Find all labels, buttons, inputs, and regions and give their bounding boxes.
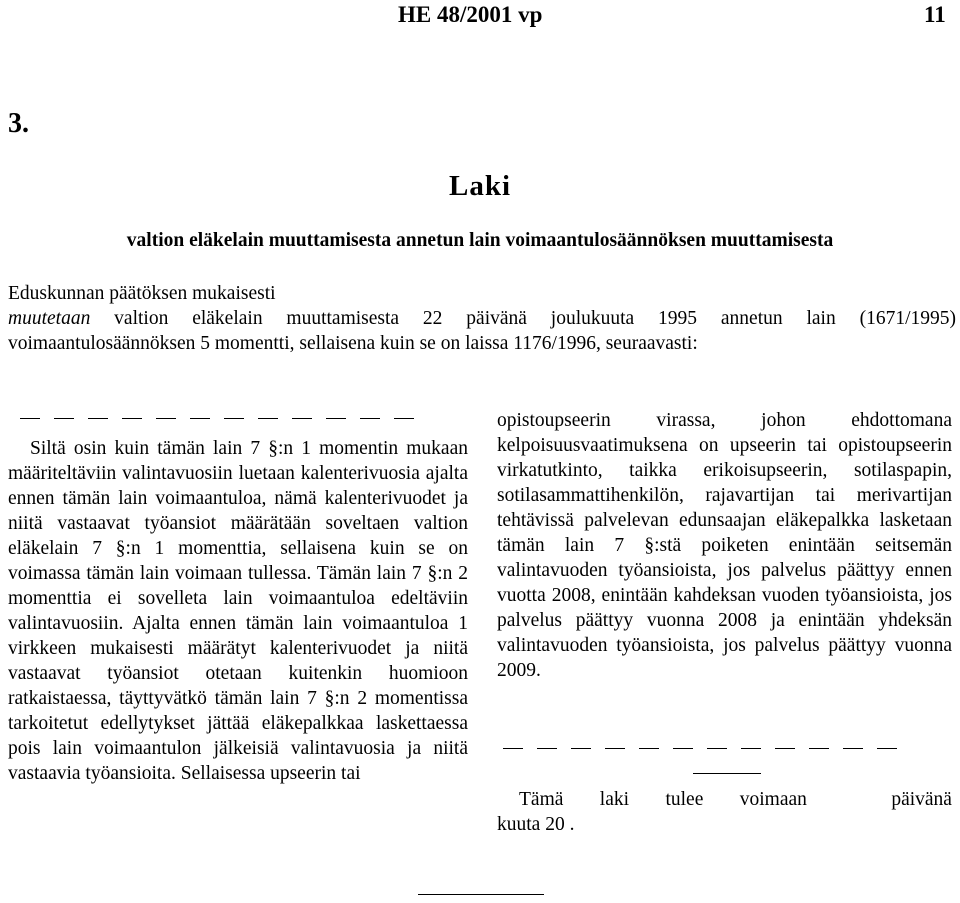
- amendment-paragraph: [8, 306, 956, 356]
- closing-word: päivänä: [891, 789, 952, 810]
- closing-word: voimaan: [739, 789, 807, 810]
- entry-into-force-date: kuuta 20 .: [497, 814, 575, 835]
- closing-word: Tämä: [519, 789, 564, 810]
- omission-dashes: [20, 418, 414, 419]
- enactment-clause: [8, 281, 956, 356]
- law-title: Laki: [448, 170, 512, 202]
- section-number: 3.: [8, 108, 29, 139]
- law-subtitle: valtion eläkelain muuttamisesta annetun lain voimaantulosäännöksen muuttamisesta: [126, 230, 834, 251]
- left-column: [8, 436, 468, 786]
- closing-word: tulee: [665, 789, 704, 810]
- entry-into-force-clause: [497, 787, 952, 837]
- entry-into-force-line: [497, 787, 952, 812]
- omission-dashes-right: [503, 748, 897, 749]
- document-reference: HE 48/2001 vp: [398, 2, 543, 27]
- amendment-verb: muutetaan: [8, 308, 91, 329]
- page-number: 11: [924, 2, 946, 27]
- end-rule: [418, 894, 544, 895]
- enactment-line: Eduskunnan päätöksen mukaisesti: [8, 283, 276, 304]
- closing-word: laki: [599, 789, 630, 810]
- right-column: [497, 408, 952, 683]
- amendment-text: valtion eläkelain muuttamisesta 22 päivänä joulukuuta 1995 annetun lain (1671/1995) voimaantulosäännöksen 5 momentti, sellaisena kuin se on laissa 1176/1996, seuraavasti:: [8, 308, 956, 354]
- provision-paragraph: Siltä osin kuin tämän lain 7 §:n 1 momentin mukaan määriteltäviin valintavuosiin luetaan kalenterivuosia ajalta ennen tämän lain voimaantuloa, nämä kalenterivuodet ja niitä vastaavat työansiot määrätään soveltaen valtion eläkelain 7 §:n 1 momenttia, sellaisena kuin se on voimassa tämän lain voimaan tullessa. Tämän lain 7 §:n 2 momenttia ei sovelleta lain voimaantuloa edeltäviin valintavuosiin. Ajalta ennen tämän lain voimaantuloa 1 virkkeen mukaisesti määrätyt kalenterivuodet ja niitä vastaavat työansiot otetaan kuitenkin huomioon ratkaistaessa, täyttyvätkö tämän lain 7 §:n 2 momentissa tarkoitetut edellytykset jättää eläkepalkkaa laskettaessa pois lain voimaantulon jälkeisiä valintavuosia ja niitä vastaavia työansioita. Sellaisessa upseerin tai: [8, 438, 468, 784]
- provision-continuation: opistoupseerin virassa, johon ehdottomana kelpoisuusvaatimuksena on upseerin tai opistoupseerin virkatutkinto, taikka erikoisupseerin, sotilaspapin, sotilasammattihenkilön, rajavartijan tai merivartijan tehtävissä palvelevan edunsaajan eläkepalkka lasketaan tämän lain 7 §:stä poiketen enintään seitsemän valintavuoden työansioista, jos palvelus päättyy ennen vuotta 2008, enintään kahdeksan vuoden työansioista, jos palvelus päättyy vuonna 2008 ja enintään yhdeksän valintavuoden työansioista, jos palvelus päättyy vuonna 2009.: [497, 410, 952, 681]
- separator-rule: [693, 773, 761, 774]
